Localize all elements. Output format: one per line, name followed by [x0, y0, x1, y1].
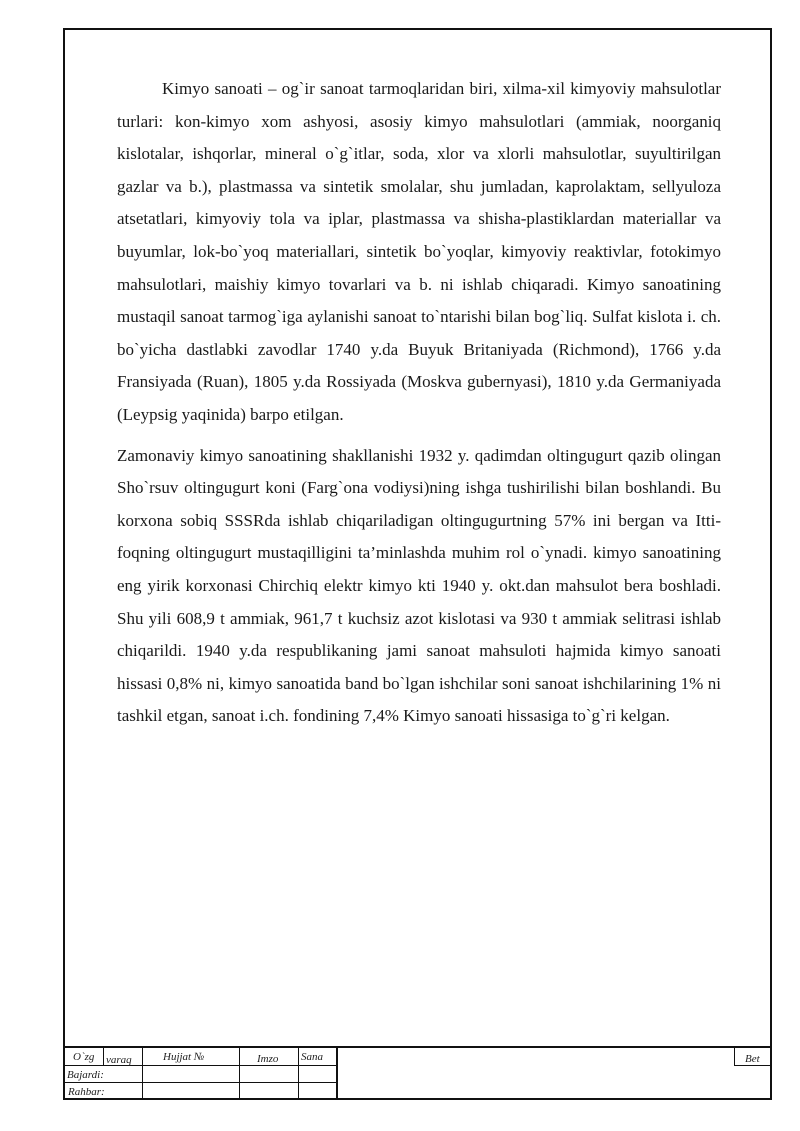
stamp-ozg-label: O`zg [73, 1051, 95, 1063]
stamp-col-line-1 [103, 1048, 104, 1065]
document-body [117, 73, 721, 741]
title-block-stamp [65, 1046, 770, 1100]
page-frame [63, 28, 772, 1100]
stamp-hujjat-label: Hujjat № [163, 1051, 205, 1063]
stamp-sana-label: Sana [301, 1051, 323, 1063]
stamp-col-line-6 [734, 1048, 735, 1065]
stamp-imzo-label: Imzo [257, 1053, 279, 1065]
stamp-col-line-5 [336, 1048, 338, 1100]
stamp-col-line-3 [239, 1048, 240, 1100]
stamp-rahbar-label: Rahbar: [68, 1086, 105, 1098]
stamp-varaq-label: varaq [106, 1054, 132, 1066]
paragraph-1: Kimyo sanoati – og`ir sanoat tarmoqlaridan biri, xilma-xil kimyoviy mahsulotlar turlari: kon-kimyo xom ashyosi, asosiy kimyo mahsulotlari (ammiak, noorganiq kislotalar, ishqorlar, mineral o`g`itlar, soda, xlor va xlorli mahsulotlar, suyultirilgan gazlar va b.), plastmassa va sintetik smolalar, shu jumladan, kaprolaktam, sellyuloza atsetatlari, kimyoviy tola va iplar, plastmassa va shisha-plastiklardan materiallar va buyumlar, lok-bo`yoq materiallari, sintetik bo`yoqlar, kimyoviy reaktivlar, fotokimyo mahsulotlari, maishiy kimyo tovarlari va b. ni ishlab chiqaradi. Kimyo sanoatining mustaqil sanoat tarmog`iga aylanishi sanoat to`ntarishi bilan bog`liq. Sulfat kislota i. ch. bo`yicha dastlabki zavodlar 1740 y.da Buyuk Britaniyada (Richmond), 1766 y.da Fransiyada (Ruan), 1805 y.da Rossiyada (Moskva gubernyasi), 1810 y.da Germaniyada (Leypsig yaqinida) barpo etilgan. [117, 79, 721, 424]
paragraph-2: Zamonaviy kimyo sanoatining shakllanishi 1932 y. qadimdan oltingugurt qazib olingan Sho`rsuv oltingugurt koni (Farg`ona vodiysi)ning ishga tushirilishi bilan boshlandi. Bu korxona sobiq SSSRda ishlab chiqariladigan oltingugurtning 57% ini bergan va Itti-foqning oltingugurt mustaqilligini ta’minlashda muhim rol o`ynadi. kimyo sanoatining eng yirik korxonasi Chirchiq elektr kimyo kti 1940 y. okt.dan mahsulot bera boshladi. Shu yili 608,9 t ammiak, 961,7 t kuchsiz azot kislotasi va 930 t ammiak selitrasi ishlab chiqarildi. 1940 y.da respublikaning jami sanoat mahsuloti hajmida kimyo sanoati hissasi 0,8% ni, kimyo sanoatida band bo`lgan ishchilar soni sanoat ishchilarining 1% ni tashkil etgan, sanoat i.ch. fondining 7,4% Kimyo sanoati hissasiga to`g`ri kelgan. [117, 445, 721, 726]
stamp-col-line-4 [298, 1048, 299, 1100]
stamp-col-line-2 [142, 1048, 143, 1100]
stamp-row-line-2 [65, 1082, 337, 1083]
stamp-bet-label: Bet [745, 1053, 760, 1065]
stamp-bajardi-label: Bajardi: [67, 1069, 104, 1081]
